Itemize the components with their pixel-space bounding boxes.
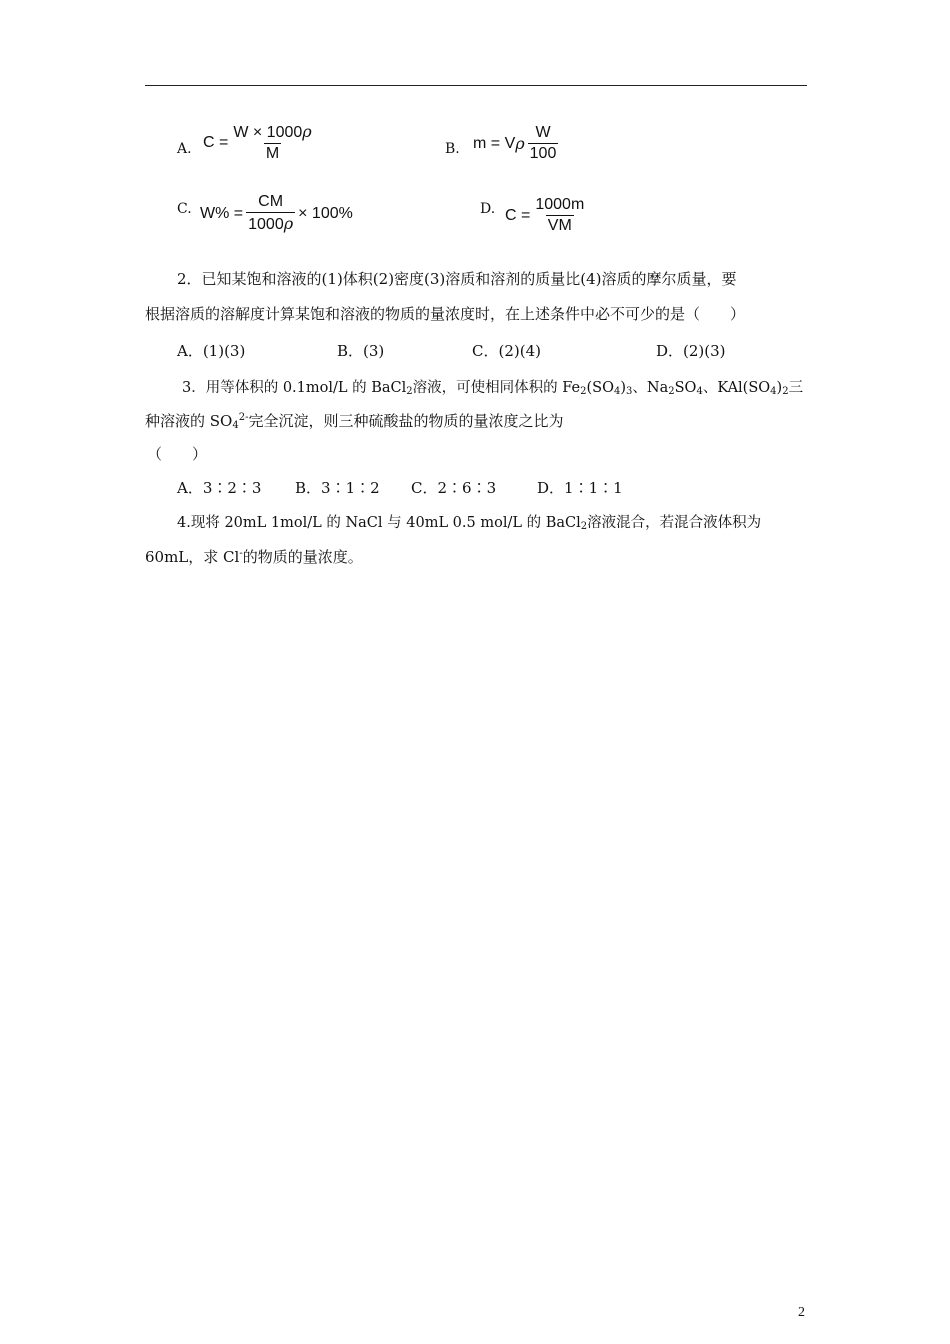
q2-option-d: D．(2)(3) xyxy=(656,342,726,360)
q3-line-1 xyxy=(182,376,803,397)
subscript: 4 xyxy=(613,386,621,397)
q3-option-b: B．3∶1∶2 xyxy=(295,479,380,497)
rho-symbol: ρ xyxy=(302,122,312,141)
subscript: 2 xyxy=(580,386,587,397)
subscript: 3 xyxy=(626,386,633,397)
formula-lhs: C = xyxy=(505,206,531,224)
q3-text: 三 xyxy=(788,380,804,396)
q3-option-c: C．2∶6∶3 xyxy=(411,479,497,497)
q1-option-d-label: D. xyxy=(480,201,496,217)
q1-option-c-formula xyxy=(200,193,353,234)
formula-lhs: C = xyxy=(203,133,229,151)
superscript: 2- xyxy=(238,412,249,423)
q4-text: 4.现将 20mL 1mol/L 的 NaCl 与 40mL 0.5 mol/L 的 BaCl xyxy=(177,515,581,531)
header-rule xyxy=(145,85,807,86)
fraction xyxy=(528,124,559,163)
q3-text: 、Na xyxy=(632,380,669,396)
numerator: W xyxy=(535,124,551,141)
formula-lhs: m = V xyxy=(473,134,516,152)
superscript: - xyxy=(239,548,243,559)
formula-tail: × 100% xyxy=(298,204,353,222)
q3-text: 种溶液的 SO xyxy=(145,412,233,430)
formula-lhs: W% = xyxy=(200,204,244,222)
q1-option-a-formula xyxy=(203,122,317,163)
q2-option-a: A．(1)(3) xyxy=(177,342,246,360)
q2-option-b: B．(3) xyxy=(337,342,385,360)
q3-text: ) xyxy=(776,380,783,396)
q3-option-a: A．3∶2∶3 xyxy=(177,479,262,497)
subscript: 2 xyxy=(668,386,675,397)
denominator: 1000 xyxy=(248,216,284,233)
subscript: 2 xyxy=(782,386,789,397)
q3-text: ) xyxy=(620,380,627,396)
q2-line-1: 2．已知某饱和溶液的(1)体积(2)密度(3)溶质和溶剂的质量比(4)溶质的摩尔质量，要 xyxy=(177,270,737,288)
q3-line-2 xyxy=(145,410,563,431)
q4-text: 60mL，求 Cl xyxy=(145,548,240,566)
denominator: 100 xyxy=(529,145,557,162)
subscript: 2 xyxy=(406,386,413,397)
q3-option-d: D．1∶1∶1 xyxy=(537,479,623,497)
page-number: 2 xyxy=(798,1305,805,1320)
subscript: 4 xyxy=(696,386,703,397)
fraction xyxy=(533,196,586,235)
q1-option-a-label: A. xyxy=(177,141,192,157)
q1-option-d-formula xyxy=(505,196,589,235)
q3-text: 、KAl(SO xyxy=(702,380,771,396)
subscript: 2 xyxy=(580,521,588,532)
denominator: VM xyxy=(547,217,572,234)
numerator: CM xyxy=(258,193,284,210)
q4-line-2 xyxy=(145,546,363,567)
fraction xyxy=(246,193,295,234)
rho-symbol: ρ xyxy=(283,214,294,233)
q1-option-b-formula xyxy=(473,124,561,163)
rho-symbol: ρ xyxy=(515,134,525,153)
q3-text: 完全沉淀，则三种硫酸盐的物质的量浓度之比为 xyxy=(248,412,564,430)
q3-text: 3．用等体积的 0.1mol/L 的 BaCl xyxy=(182,380,407,396)
q1-option-c-label: C. xyxy=(177,201,192,217)
q3-text: SO xyxy=(674,380,697,396)
numerator: W × 1000 xyxy=(233,124,303,141)
q1-option-b-label: B. xyxy=(445,141,460,157)
q4-line-1 xyxy=(177,511,761,532)
q3-text: (SO xyxy=(586,380,614,396)
numerator: 1000m xyxy=(535,196,585,213)
fraction xyxy=(231,122,313,163)
subscript: 4 xyxy=(770,386,777,397)
subscript: 4 xyxy=(232,420,239,431)
denominator: M xyxy=(265,145,280,162)
q4-text: 的物质的量浓度。 xyxy=(242,548,363,566)
q2-line-2: 根据溶质的溶解度计算某饱和溶液的物质的量浓度时，在上述条件中必不可少的是（ ） xyxy=(145,305,746,323)
q4-text: 溶液混合，若混合液体积为 xyxy=(587,515,762,531)
q3-text: 溶液，可使相同体积的 Fe xyxy=(412,380,581,396)
q3-answer-paren: （ ） xyxy=(147,445,208,463)
q2-option-c: C．(2)(4) xyxy=(472,342,541,360)
